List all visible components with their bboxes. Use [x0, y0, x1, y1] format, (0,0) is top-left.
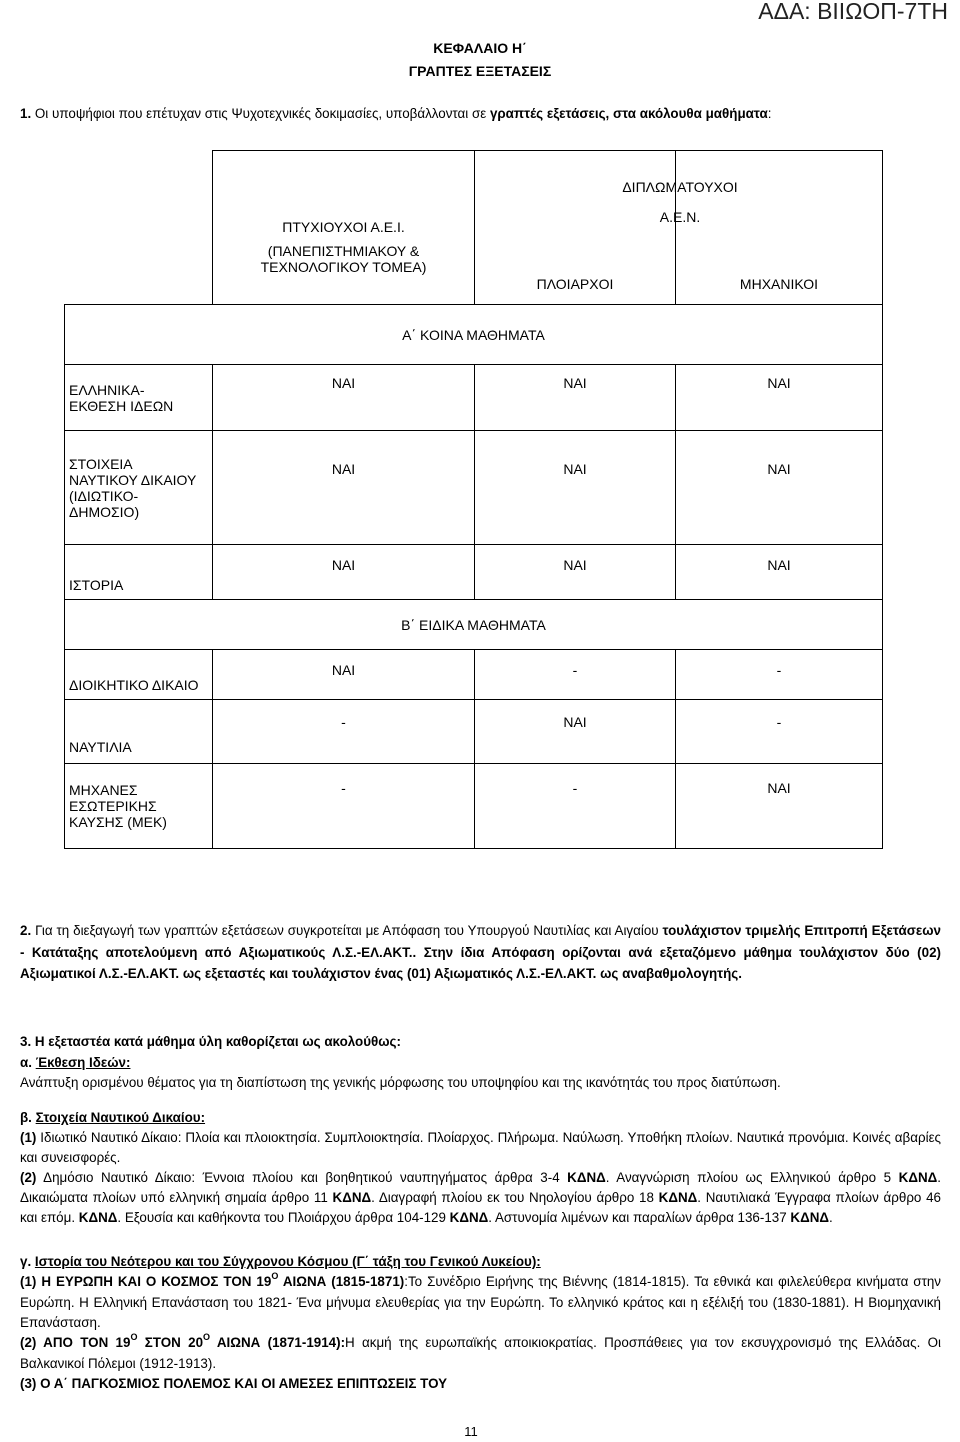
value-cell: ΝΑΙ [213, 650, 475, 700]
value-cell: ΝΑΙ [676, 431, 883, 545]
chapter-number: ΚΕΦΑΛΑΙΟ Η΄ [433, 40, 527, 56]
paragraph-2: 2. Για τη διεξαγωγή των γραπτών εξετάσεων συγκροτείται με Απόφαση του Υπουργού Ναυτιλίας και Αιγαίου τουλάχιστον τριμελής Επιτροπή Εξετάσεων - Κατάταξης αποτελούμενη από Αξιωματικούς Λ.Σ.-ΕΛ.ΑΚΤ.. Στην ίδια Απόφαση ορίζονται ανά εξεταζόμενο μάθημα τουλάχιστον δύο (02) Αξιωματικοί Λ.Σ.-ΕΛ.ΑΚΤ. ως εξεταστές και τουλάχιστον ένας (01) Αξιωματικός Λ.Σ.-ΕΛ.ΑΚΤ. ως αναβαθμολογητής. [20, 923, 941, 981]
subjects-table [64, 150, 883, 849]
table-row [65, 700, 883, 764]
header-graduates-aei: ΠΤΥΧΙΟΥΧΟΙ Α.Ε.Ι. (ΠΑΝΕΠΙΣΤΗΜΙΑΚΟΥ & ΤΕΧΝΟΛΟΓΙΚΟΥ ΤΟΜΕΑ) [213, 151, 475, 305]
section-b-header: Β΄ ΕΙΔΙΚΑ ΜΑΘΗΜΑΤΑ [65, 600, 883, 650]
paragraph-1: 1. Οι υποψήφιοι που επέτυχαν στις Ψυχοτεχνικές δοκιμασίες, υποβάλλονται σε γραπτές εξετάσεις, στα ακόλουθα μαθήματα: [20, 106, 772, 121]
value-cell: ΝΑΙ [475, 700, 676, 764]
value-cell: ΝΑΙ [475, 365, 676, 431]
section-c: γ. Ιστορία του Νεότερου και του Σύγχρονου Κόσμου (Γ΄ τάξη του Γενικού Λυκείου): (1) Η ΕΥΡΩΠΗ ΚΑΙ Ο ΚΟΣΜΟΣ ΤΟΝ $19^O$ ΑΙΩΝΑ (1815-1871):Το Συνέδριο Ειρήνης της Βιέννης (1814-1815). Τα εθνικά και φιλελεύθερα κινήματα στην Ευρώπη. Η Ελληνική Επανάσταση του 1821- Ένα μήνυμα ελευθερίας για την Ευρώπη. Το ελληνικό κράτος και η εξέλιξή του (1830-1881). Η Βιομηχανική Επανάσταση. (2) ΑΠΟ ΤΟΝ $19^O$ ΣΤΟΝ $20^O$ ΑΙΩΝΑ (1871-1914):Η ακμή της ευρωπαϊκής αποικιοκρατίας. Προσπάθειες για τον εκσυγχρονισμό της Ελλάδας. Οι Βαλκανικοί Πόλεμοι (1912-1913). (3) Ο Α΄ ΠΑΓΚΟΣΜΙΟΣ ΠΟΛΕΜΟΣ ΚΑΙ ΟΙ ΑΜΕΣΕΣ ΕΠΙΠΤΩΣΕΙΣ ΤΟΥ [20, 1254, 941, 1391]
subject-cell: ΜΗΧΑΝΕΣ ΕΣΩΤΕΡΙΚΗΣ ΚΑΥΣΗΣ (ΜΕΚ) [65, 764, 213, 849]
section-a: α. Έκθεση Ιδεών: Ανάπτυξη ορισμένου θέματος για τη διαπίστωση της γενικής μόρφωσης του υποψηφίου και της ικανότητάς του προς διατύπωση. [20, 1055, 781, 1090]
header-mixanikoi: ΜΗΧΑΝΙΚΟΙ [676, 151, 883, 305]
table-row [65, 650, 883, 700]
header-diplomatouxoi: ΔΙΠΛΩΜΑΤΟΥΧΟΙ Α.Ε.Ν. [622, 179, 738, 225]
table-row [65, 764, 883, 849]
chapter-title: ΓΡΑΠΤΕΣ ΕΞΕΤΑΣΕΙΣ [408, 63, 552, 79]
section-a-header: Α΄ ΚΟΙΝΑ ΜΑΘΗΜΑΤΑ [65, 305, 883, 365]
value-cell: ΝΑΙ [676, 764, 883, 849]
value-cell: ΝΑΙ [213, 365, 475, 431]
value-cell: ΝΑΙ [475, 431, 676, 545]
paragraph-3-title: 3. Η εξεταστέα κατά μάθημα ύλη καθορίζεται ως ακολούθως: [20, 1034, 401, 1049]
value-cell: - [676, 650, 883, 700]
value-cell: - [213, 700, 475, 764]
value-cell: ΝΑΙ [213, 545, 475, 600]
value-cell: ΝΑΙ [676, 545, 883, 600]
value-cell: - [475, 764, 676, 849]
value-cell: ΝΑΙ [213, 431, 475, 545]
value-cell: ΝΑΙ [676, 365, 883, 431]
table-row [65, 365, 883, 431]
value-cell: - [676, 700, 883, 764]
subject-cell: ΝΑΥΤΙΛΙΑ [65, 700, 213, 764]
table-row [65, 431, 883, 545]
value-cell: - [213, 764, 475, 849]
section-b: β. Στοιχεία Ναυτικού Δικαίου: (1) Ιδιωτικό Ναυτικό Δίκαιο: Πλοία και πλοιοκτησία. Συμπλοιοκτησία. Πλοίαρχος. Πλήρωμα. Ναύλωση. Υποθήκη πλοίων. Ναυτικά προνόμια. Κοινές αβαρίες και συνεισφορές. (2) Δημόσιο Ναυτικό Δίκαιο: Έννοια πλοίου και βοηθητικού ναυπηγήματος άρθρα 3-4 ΚΔΝΔ. Αναγνώριση πλοίου ως Ελληνικού άρθρο 5 ΚΔΝΔ. Δικαιώματα πλοίων υπό ελληνική σημαία άρθρο 11 ΚΔΝΔ. Διαγραφή πλοίου εκ του Νηολογίου άρθρο 18 ΚΔΝΔ. Ναυτιλιακά Έγγραφα πλοίων άρθρο 46 και επόμ. ΚΔΝΔ. Εξουσία και καθήκοντα του Πλοιάρχου άρθρα 104-129 ΚΔΝΔ. Αστυνομία λιμένων και παραλίων άρθρα 136-137 ΚΔΝΔ. [20, 1110, 941, 1225]
header-ploiarxoi: ΔΙΠΛΩΜΑΤΟΥΧΟΙ Α.Ε.Ν. ΠΛΟΙΑΡΧΟΙ [475, 151, 676, 305]
value-cell: - [475, 650, 676, 700]
table-row [65, 545, 883, 600]
subject-cell: ΣΤΟΙΧΕΙΑ ΝΑΥΤΙΚΟΥ ΔΙΚΑΙΟΥ (ΙΔΙΩΤΙΚΟ- ΔΗΜΟΣΙΟ) [65, 431, 213, 545]
subject-cell: ΔΙΟΙΚΗΤΙΚΟ ΔΙΚΑΙΟ [65, 650, 213, 700]
ada-code: ΑΔΑ: ΒΙΙΩΟΠ-7ΤΗ [758, 0, 948, 24]
page-number: 11 [464, 1424, 478, 1439]
value-cell: ΝΑΙ [475, 545, 676, 600]
subject-cell: ΕΛΛΗΝΙΚΑ- ΕΚΘΕΣΗ ΙΔΕΩΝ [65, 365, 213, 431]
subject-cell: ΙΣΤΟΡΙΑ [65, 545, 213, 600]
